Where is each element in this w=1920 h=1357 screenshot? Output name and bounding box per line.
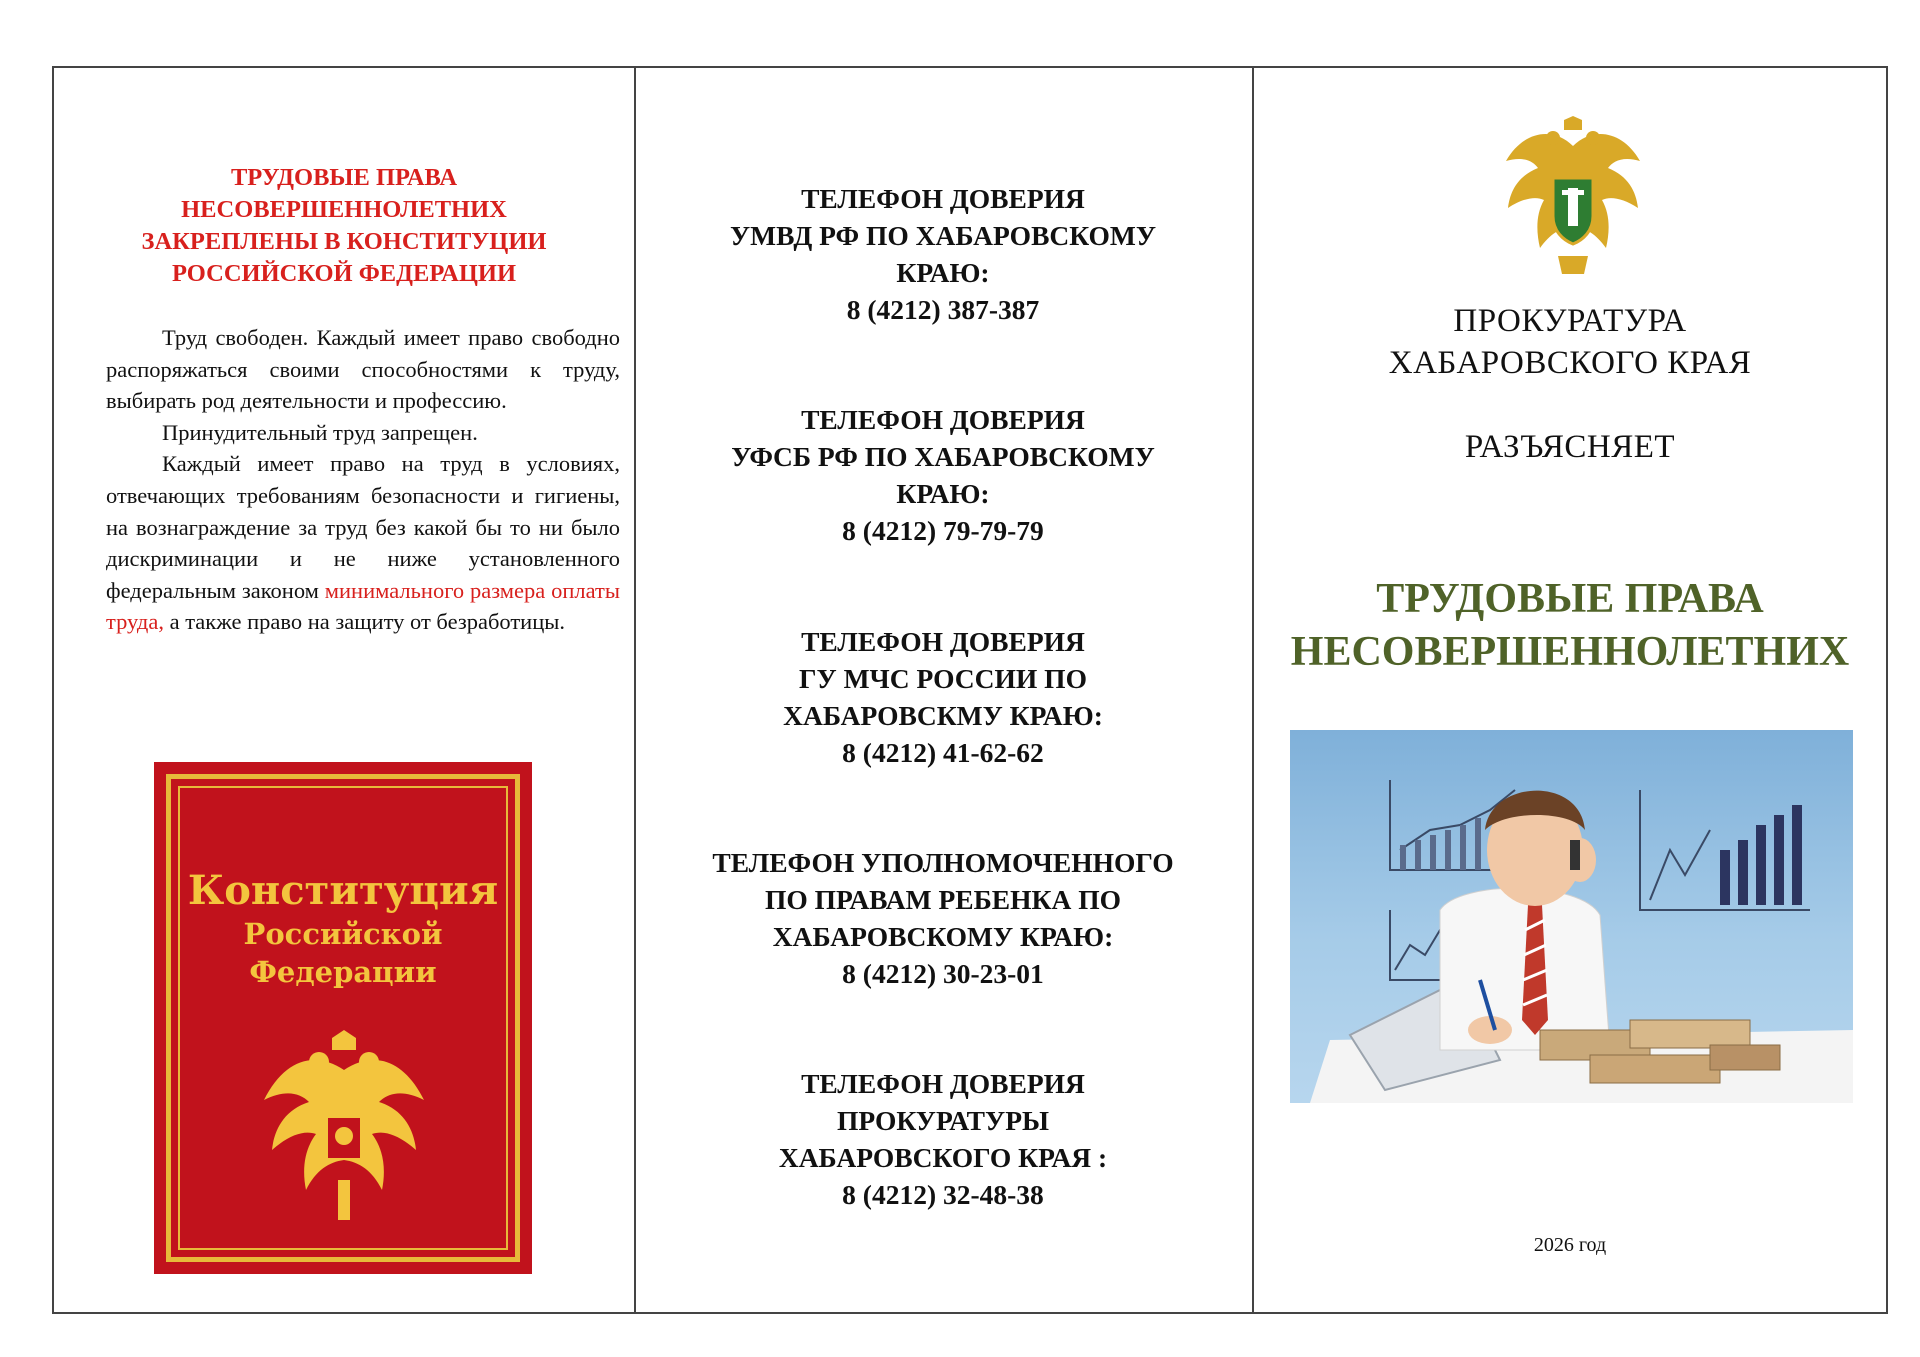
heading-line: РОССИЙСКОЙ ФЕДЕРАЦИИ <box>171 260 517 287</box>
organization-name <box>1252 300 1888 384</box>
title-line: НЕСОВЕРШЕННОЛЕТНИХ <box>1290 629 1850 675</box>
hotline-line: ПРОКУРАТУРЫ <box>836 1105 1050 1136</box>
hotline-block-prosecutor <box>634 1065 1252 1213</box>
explains-label: РАЗЪЯСНЯЕТ <box>1464 429 1676 465</box>
double-headed-eagle-icon <box>244 1030 444 1230</box>
hotline-line: ХАБАРОВСКОМУ КРАЮ: <box>772 921 1114 952</box>
hotline-line: УМВД РФ ПО ХАБАРОВСКОМУ <box>729 220 1157 251</box>
right-panel <box>1252 68 1888 1312</box>
publication-year: 2026 год <box>1533 1234 1607 1256</box>
org-line: ХАБАРОВСКОГО КРАЯ <box>1388 345 1752 381</box>
paragraph: Принудительный труд запрещен. <box>162 419 478 445</box>
hotline-line: ТЕЛЕФОН ДОВЕРИЯ <box>801 1068 1085 1099</box>
hotline-block-child-ombudsman <box>634 844 1252 992</box>
hotline-line: КРАЮ: <box>896 257 990 288</box>
hotline-line: ХАБАРОВСКОГО КРАЯ : <box>778 1142 1108 1173</box>
boy-at-desk-photo <box>1290 730 1853 1103</box>
hotline-phone: 8 (4212) 387-387 <box>846 294 1040 325</box>
title-line: ТРУДОВЫЕ ПРАВА <box>1376 576 1764 622</box>
leaflet-title <box>1252 573 1888 679</box>
heading-line: ЗАКРЕПЛЕНЫ В КОНСТИТУЦИИ <box>141 228 547 255</box>
hotline-block-umvd <box>634 180 1252 328</box>
heading-line: НЕСОВЕРШЕННОЛЕТНИХ <box>181 196 507 223</box>
prosecutor-emblem-icon <box>1498 116 1648 274</box>
hotline-block-mchs <box>634 623 1252 771</box>
leaflet-frame <box>52 66 1888 1314</box>
org-line: ПРОКУРАТУРА <box>1453 303 1687 339</box>
hotline-phone: 8 (4212) 79-79-79 <box>842 515 1044 546</box>
minimum-wage-highlight: минимального размера оплаты труда, <box>106 577 620 635</box>
text: Каждый имеет право на труд в условиях, отвечающих требованиям безопасности и гигиены, на вознаграждение за труд без какой бы то ни было дискриминации и не ниже установленного федеральным законом <box>106 451 620 603</box>
hotline-line: ТЕЛЕФОН ДОВЕРИЯ <box>801 404 1085 435</box>
paragraph: Труд свободен. Каждый имеет право свободно распоряжаться своими способностями к труду, выбирать род деятельности и профессию. <box>106 325 620 414</box>
hotline-line: ТЕЛЕФОН ДОВЕРИЯ <box>801 626 1085 657</box>
hotline-line: ТЕЛЕФОН ДОВЕРИЯ <box>801 183 1085 214</box>
constitution-book-image <box>154 762 532 1274</box>
hotline-line: ТЕЛЕФОН УПОЛНОМОЧЕННОГО <box>712 847 1174 878</box>
hotline-line: ПО ПРАВАМ РЕБЕНКА ПО <box>765 884 1121 915</box>
hotline-line: ХАБАРОВСКМУ КРАЮ: <box>783 700 1103 731</box>
hotline-line: КРАЮ: <box>896 478 990 509</box>
photo-illustration <box>1290 730 1853 1103</box>
constitution-text <box>106 322 620 638</box>
hotline-block-ufsb <box>634 401 1252 549</box>
paragraph <box>106 448 620 638</box>
hotline-phone: 8 (4212) 41-62-62 <box>842 737 1044 768</box>
middle-panel <box>634 68 1252 1312</box>
hotline-phone: 8 (4212) 32-48-38 <box>842 1179 1044 1210</box>
heading-line: ТРУДОВЫЕ ПРАВА <box>230 164 458 191</box>
book-title-line: Конституция <box>187 867 499 914</box>
book-title-line: Федерации <box>249 955 437 989</box>
left-panel <box>54 68 634 1312</box>
constitution-heading <box>94 162 594 290</box>
book-title <box>154 867 532 991</box>
hotline-line: УФСБ РФ ПО ХАБАРОВСКОМУ <box>731 441 1155 472</box>
text: а также право на защиту от безработицы. <box>163 609 566 635</box>
hotline-line: ГУ МЧС РОССИИ ПО <box>799 663 1087 694</box>
book-title-line: Российской <box>243 917 443 951</box>
hotline-phone: 8 (4212) 30-23-01 <box>842 958 1044 989</box>
